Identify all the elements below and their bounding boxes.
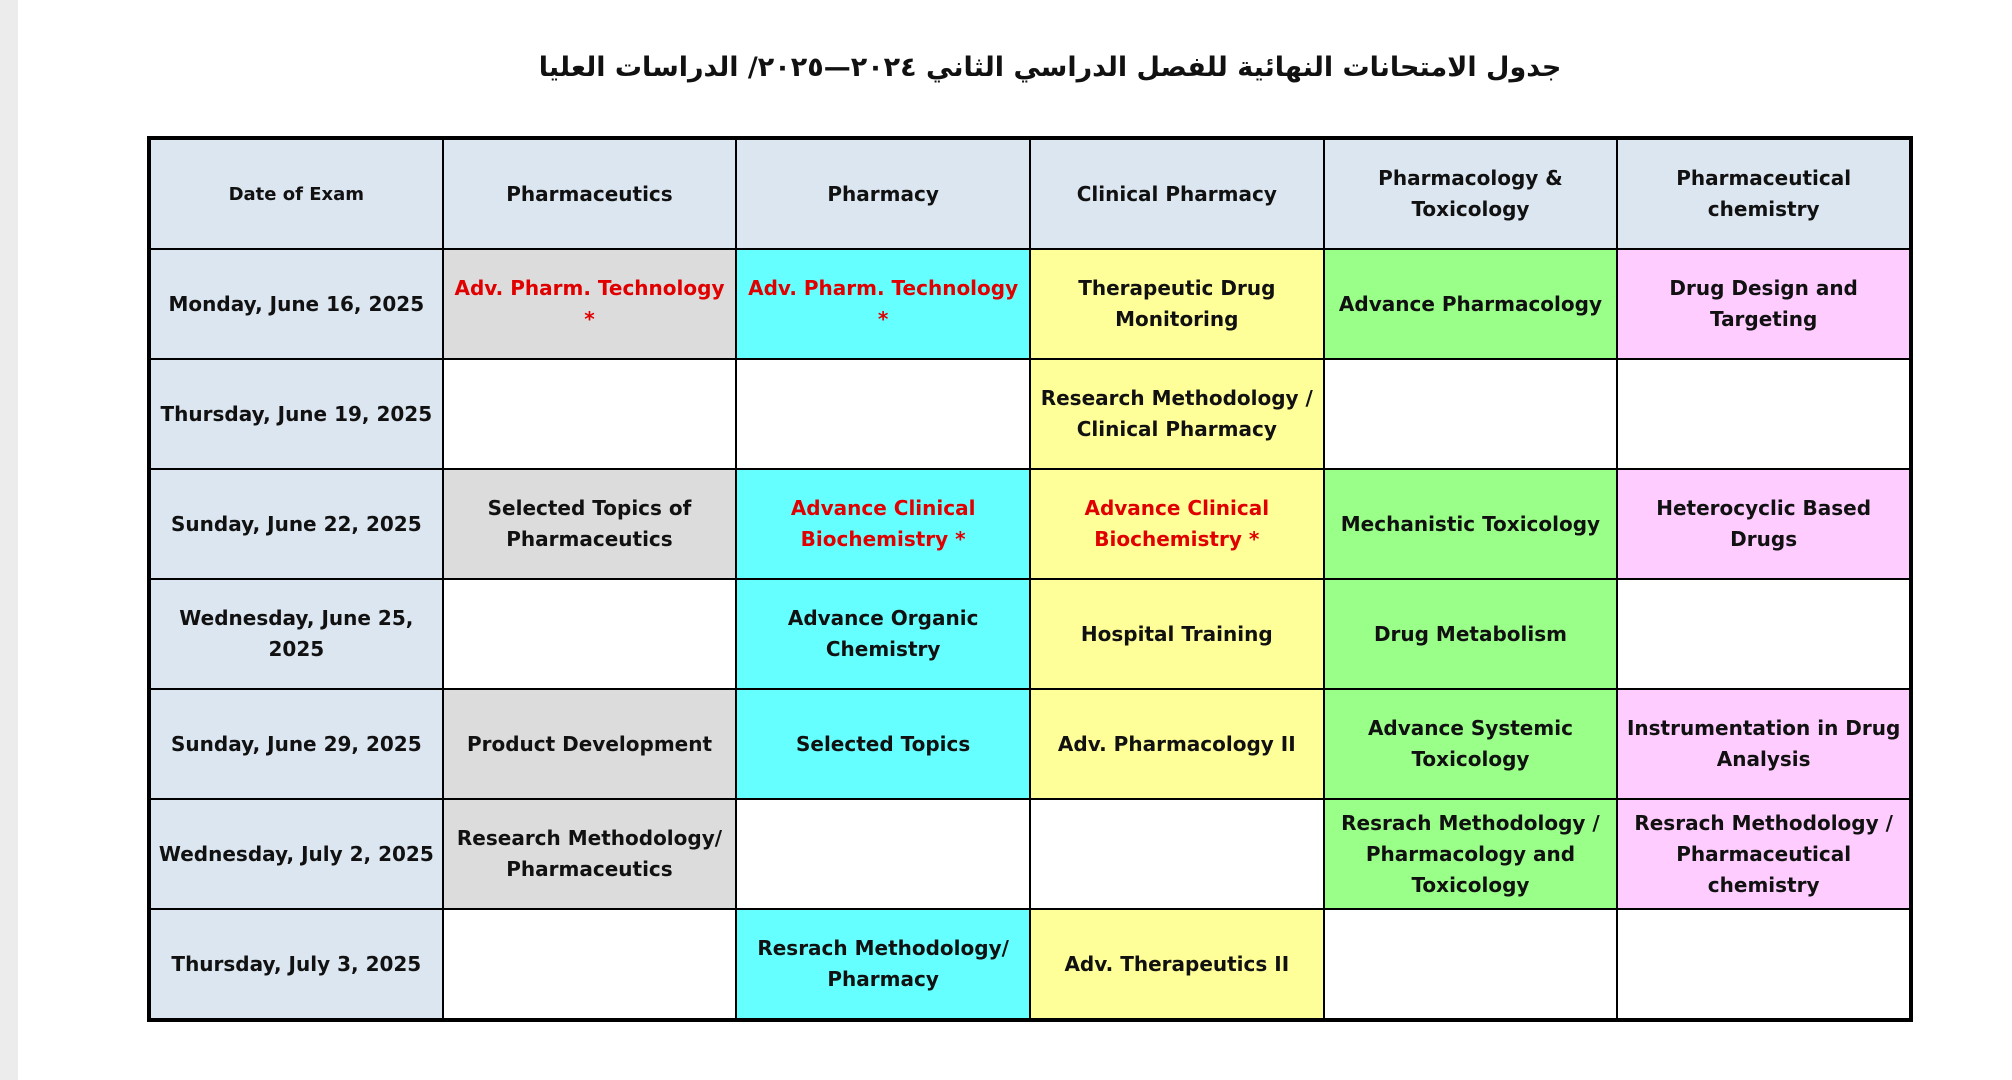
pharmaceutics-cell: Research Methodology/ Pharmaceutics	[443, 799, 737, 909]
pharmaceutics-cell: Adv. Pharm. Technology *	[443, 249, 737, 359]
pharmacy-cell: Resrach Methodology/ Pharmacy	[736, 909, 1030, 1020]
clinical-pharmacy-cell	[1030, 799, 1324, 909]
table-header-row	[149, 138, 1911, 249]
pharmaceutical-chemistry-cell: Resrach Methodology / Pharmaceutical chemistry	[1617, 799, 1911, 909]
pharmaceutical-chemistry-cell: Drug Design and Targeting	[1617, 249, 1911, 359]
pharmaceutics-cell	[443, 579, 737, 689]
table-row	[149, 909, 1911, 1020]
pharmacy-cell: Selected Topics	[736, 689, 1030, 799]
pharmacology-cell	[1324, 359, 1618, 469]
page-margin-strip	[0, 0, 18, 1080]
clinical-pharmacy-cell: Advance Clinical Biochemistry *	[1030, 469, 1324, 579]
pharmacology-cell: Drug Metabolism	[1324, 579, 1618, 689]
pharmacology-cell: Mechanistic Toxicology	[1324, 469, 1618, 579]
pharmacology-cell: Resrach Methodology / Pharmacology and Toxicology	[1324, 799, 1618, 909]
pharmaceutical-chemistry-cell: Heterocyclic Based Drugs	[1617, 469, 1911, 579]
date-cell: Thursday, July 3, 2025	[149, 909, 443, 1020]
header-pharmacology-toxicology: Pharmacology & Toxicology	[1324, 138, 1618, 249]
header-clinical-pharmacy: Clinical Pharmacy	[1030, 138, 1324, 249]
pharmacy-cell	[736, 359, 1030, 469]
pharmaceutics-cell	[443, 359, 737, 469]
clinical-pharmacy-cell: Hospital Training	[1030, 579, 1324, 689]
date-cell: Monday, June 16, 2025	[149, 249, 443, 359]
table-row	[149, 469, 1911, 579]
pharmaceutics-cell: Product Development	[443, 689, 737, 799]
pharmaceutical-chemistry-cell	[1617, 359, 1911, 469]
pharmaceutical-chemistry-cell	[1617, 579, 1911, 689]
pharmacy-cell	[736, 799, 1030, 909]
pharmacy-cell: Advance Organic Chemistry	[736, 579, 1030, 689]
clinical-pharmacy-cell: Therapeutic Drug Monitoring	[1030, 249, 1324, 359]
date-cell: Sunday, June 22, 2025	[149, 469, 443, 579]
clinical-pharmacy-cell: Adv. Pharmacology II	[1030, 689, 1324, 799]
table-row	[149, 689, 1911, 799]
pharmaceutical-chemistry-cell: Instrumentation in Drug Analysis	[1617, 689, 1911, 799]
header-pharmaceutical-chemistry: Pharmaceutical chemistry	[1617, 138, 1911, 249]
date-cell: Sunday, June 29, 2025	[149, 689, 443, 799]
page-title: جدول الامتحانات النهائية للفصل الدراسي الثاني ٢٠٢٤—٢٠٢٥/ الدراسات العليا	[538, 52, 1562, 83]
pharmacy-cell: Adv. Pharm. Technology *	[736, 249, 1030, 359]
clinical-pharmacy-cell: Research Methodology / Clinical Pharmacy	[1030, 359, 1324, 469]
date-cell: Thursday, June 19, 2025	[149, 359, 443, 469]
table-row	[149, 799, 1911, 909]
pharmaceutical-chemistry-cell	[1617, 909, 1911, 1020]
date-cell: Wednesday, July 2, 2025	[149, 799, 443, 909]
header-pharmacy: Pharmacy	[736, 138, 1030, 249]
pharmacology-cell: Advance Pharmacology	[1324, 249, 1618, 359]
table-row	[149, 579, 1911, 689]
exam-schedule-table	[147, 136, 1913, 1022]
header-pharmaceutics: Pharmaceutics	[443, 138, 737, 249]
table-row	[149, 249, 1911, 359]
pharmacy-cell: Advance Clinical Biochemistry *	[736, 469, 1030, 579]
date-cell: Wednesday, June 25, 2025	[149, 579, 443, 689]
pharmaceutics-cell: Selected Topics of Pharmaceutics	[443, 469, 737, 579]
table-row	[149, 359, 1911, 469]
header-date-of-exam: Date of Exam	[149, 138, 443, 249]
pharmacology-cell	[1324, 909, 1618, 1020]
pharmaceutics-cell	[443, 909, 737, 1020]
pharmacology-cell: Advance Systemic Toxicology	[1324, 689, 1618, 799]
clinical-pharmacy-cell: Adv. Therapeutics II	[1030, 909, 1324, 1020]
